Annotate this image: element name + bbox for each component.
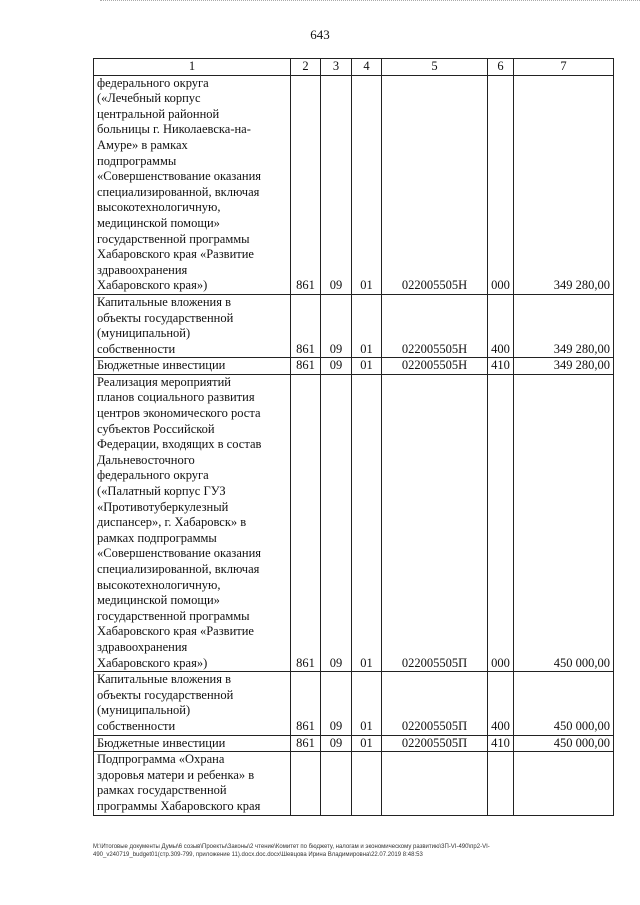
column-header: 3	[321, 59, 352, 76]
cell-grbs	[291, 752, 321, 815]
cell-section: 09	[321, 294, 352, 357]
footer-path-line: М:\Итоговые документы Думы\6 созыв\Проекты\Законы\2 чтение\Комитет по бюджету, налогам и экономическому развитию\3П-VI-490\пр2-VI-	[93, 844, 490, 850]
description-line: диспансер», г. Хабаровск» в	[97, 515, 247, 530]
description-line: Реализация мероприятий	[97, 374, 231, 389]
cell-target-article: 022005505Н	[382, 358, 488, 375]
table-header-row	[94, 59, 614, 76]
cell-section: 09	[321, 735, 352, 752]
description-line: субъектов Российской	[97, 421, 215, 436]
document-footer	[93, 843, 615, 859]
cell-amount: 450 000,00	[514, 735, 614, 752]
cell-description	[94, 752, 291, 815]
cell-expense-type: 400	[488, 672, 514, 735]
cell-description	[94, 294, 291, 357]
description-line: планов социального развития	[97, 390, 255, 405]
description-line: рамках государственной	[97, 783, 227, 798]
description-line: Бюджетные инвестиции	[97, 735, 226, 750]
column-header: 6	[488, 59, 514, 76]
column-header: 2	[291, 59, 321, 76]
cell-target-article: 022005505Н	[382, 294, 488, 357]
cell-subsection: 01	[352, 358, 382, 375]
table-row	[94, 75, 614, 294]
cell-section: 09	[321, 358, 352, 375]
cell-grbs: 861	[291, 672, 321, 735]
cell-target-article: 022005505П	[382, 672, 488, 735]
description-line: Хабаровского края «Развитие	[97, 624, 254, 639]
description-line: (муниципальной)	[97, 326, 191, 341]
description-line: (муниципальной)	[97, 703, 191, 718]
column-header: 1	[94, 59, 291, 76]
description-line: Бюджетные инвестиции	[97, 358, 226, 373]
description-line: «Противотуберкулезный	[97, 499, 229, 514]
description-line: «Совершенствование оказания	[97, 169, 262, 184]
cell-subsection: 01	[352, 75, 382, 294]
cell-expense-type: 410	[488, 735, 514, 752]
description-line: Хабаровского края «Развитие	[97, 247, 254, 262]
cell-description	[94, 672, 291, 735]
description-line: Капитальные вложения в	[97, 672, 231, 687]
description-line: Федерации, входящих в состав	[97, 437, 262, 452]
description-line: здоровья матери и ребенка» в	[97, 767, 255, 782]
cell-target-article: 022005505П	[382, 374, 488, 671]
cell-subsection: 01	[352, 672, 382, 735]
description-line: Дальневосточного	[97, 452, 195, 467]
description-line: Амуре» в рамках	[97, 137, 188, 152]
description-line: здравоохранения	[97, 639, 188, 654]
table-row	[94, 735, 614, 752]
table-row	[94, 752, 614, 815]
footer-path-line: 490_v240719_budget01(стр.309-799, приложение 11).docx.doc.docx\Шевцова Ирина Владимировна\22.07.2019 8:48:53	[93, 852, 423, 858]
description-line: Подпрограмма «Охрана	[97, 752, 225, 767]
cell-expense-type: 000	[488, 75, 514, 294]
description-line: центральной районной	[97, 106, 220, 121]
table-row	[94, 358, 614, 375]
description-line: («Палатный корпус ГУЗ	[97, 484, 226, 499]
description-line: больницы г. Николаевска-на-	[97, 122, 251, 137]
description-line: высокотехнологичную,	[97, 200, 221, 215]
cell-grbs: 861	[291, 374, 321, 671]
budget-table	[93, 58, 614, 816]
cell-subsection	[352, 752, 382, 815]
column-header: 7	[514, 59, 614, 76]
cell-target-article: 022005505П	[382, 735, 488, 752]
description-line: Капитальные вложения в	[97, 294, 231, 309]
cell-description	[94, 735, 291, 752]
description-line: Хабаровского края»)	[97, 655, 208, 670]
cell-amount	[514, 752, 614, 815]
cell-amount: 349 280,00	[514, 358, 614, 375]
cell-expense-type: 000	[488, 374, 514, 671]
cell-amount: 450 000,00	[514, 672, 614, 735]
page-number: 643	[310, 27, 330, 42]
cell-section: 09	[321, 374, 352, 671]
cell-amount: 349 280,00	[514, 294, 614, 357]
description-line: «Совершенствование оказания	[97, 546, 262, 561]
description-line: («Лечебный корпус	[97, 91, 201, 106]
cell-section: 09	[321, 672, 352, 735]
scan-header-artifact	[100, 0, 640, 4]
cell-amount: 349 280,00	[514, 75, 614, 294]
description-line: объекты государственной	[97, 310, 234, 325]
cell-description	[94, 358, 291, 375]
cell-subsection: 01	[352, 374, 382, 671]
table-body	[94, 75, 614, 815]
description-line: рамках подпрограммы	[97, 530, 217, 545]
cell-expense-type	[488, 752, 514, 815]
column-header: 5	[382, 59, 488, 76]
cell-grbs: 861	[291, 358, 321, 375]
table-row	[94, 374, 614, 671]
description-line: государственной программы	[97, 608, 250, 623]
description-line: медицинской помощи»	[97, 215, 220, 230]
cell-grbs: 861	[291, 75, 321, 294]
description-line: государственной программы	[97, 231, 250, 246]
cell-grbs: 861	[291, 735, 321, 752]
cell-amount: 450 000,00	[514, 374, 614, 671]
cell-expense-type: 410	[488, 358, 514, 375]
description-line: подпрограммы	[97, 153, 177, 168]
cell-expense-type: 400	[488, 294, 514, 357]
cell-description	[94, 374, 291, 671]
table-row	[94, 294, 614, 357]
description-line: специализированной, включая	[97, 562, 260, 576]
description-line: программы Хабаровского края	[97, 798, 261, 813]
description-line: специализированной, включая	[97, 184, 260, 199]
cell-section	[321, 752, 352, 815]
description-line: медицинской помощи»	[97, 593, 220, 608]
cell-subsection: 01	[352, 294, 382, 357]
description-line: высокотехнологичную,	[97, 577, 221, 592]
cell-section: 09	[321, 75, 352, 294]
description-line: объекты государственной	[97, 687, 234, 702]
column-header: 4	[352, 59, 382, 76]
description-line: здравоохранения	[97, 262, 188, 277]
description-line: федерального округа	[97, 75, 209, 90]
description-line: федерального округа	[97, 468, 209, 483]
cell-description	[94, 75, 291, 294]
cell-target-article: 022005505Н	[382, 75, 488, 294]
description-line: собственности	[97, 341, 176, 356]
description-line: собственности	[97, 718, 176, 733]
table-row	[94, 672, 614, 735]
cell-grbs: 861	[291, 294, 321, 357]
cell-subsection: 01	[352, 735, 382, 752]
cell-target-article	[382, 752, 488, 815]
description-line: центров экономического роста	[97, 406, 261, 421]
description-line: Хабаровского края»)	[97, 278, 208, 293]
